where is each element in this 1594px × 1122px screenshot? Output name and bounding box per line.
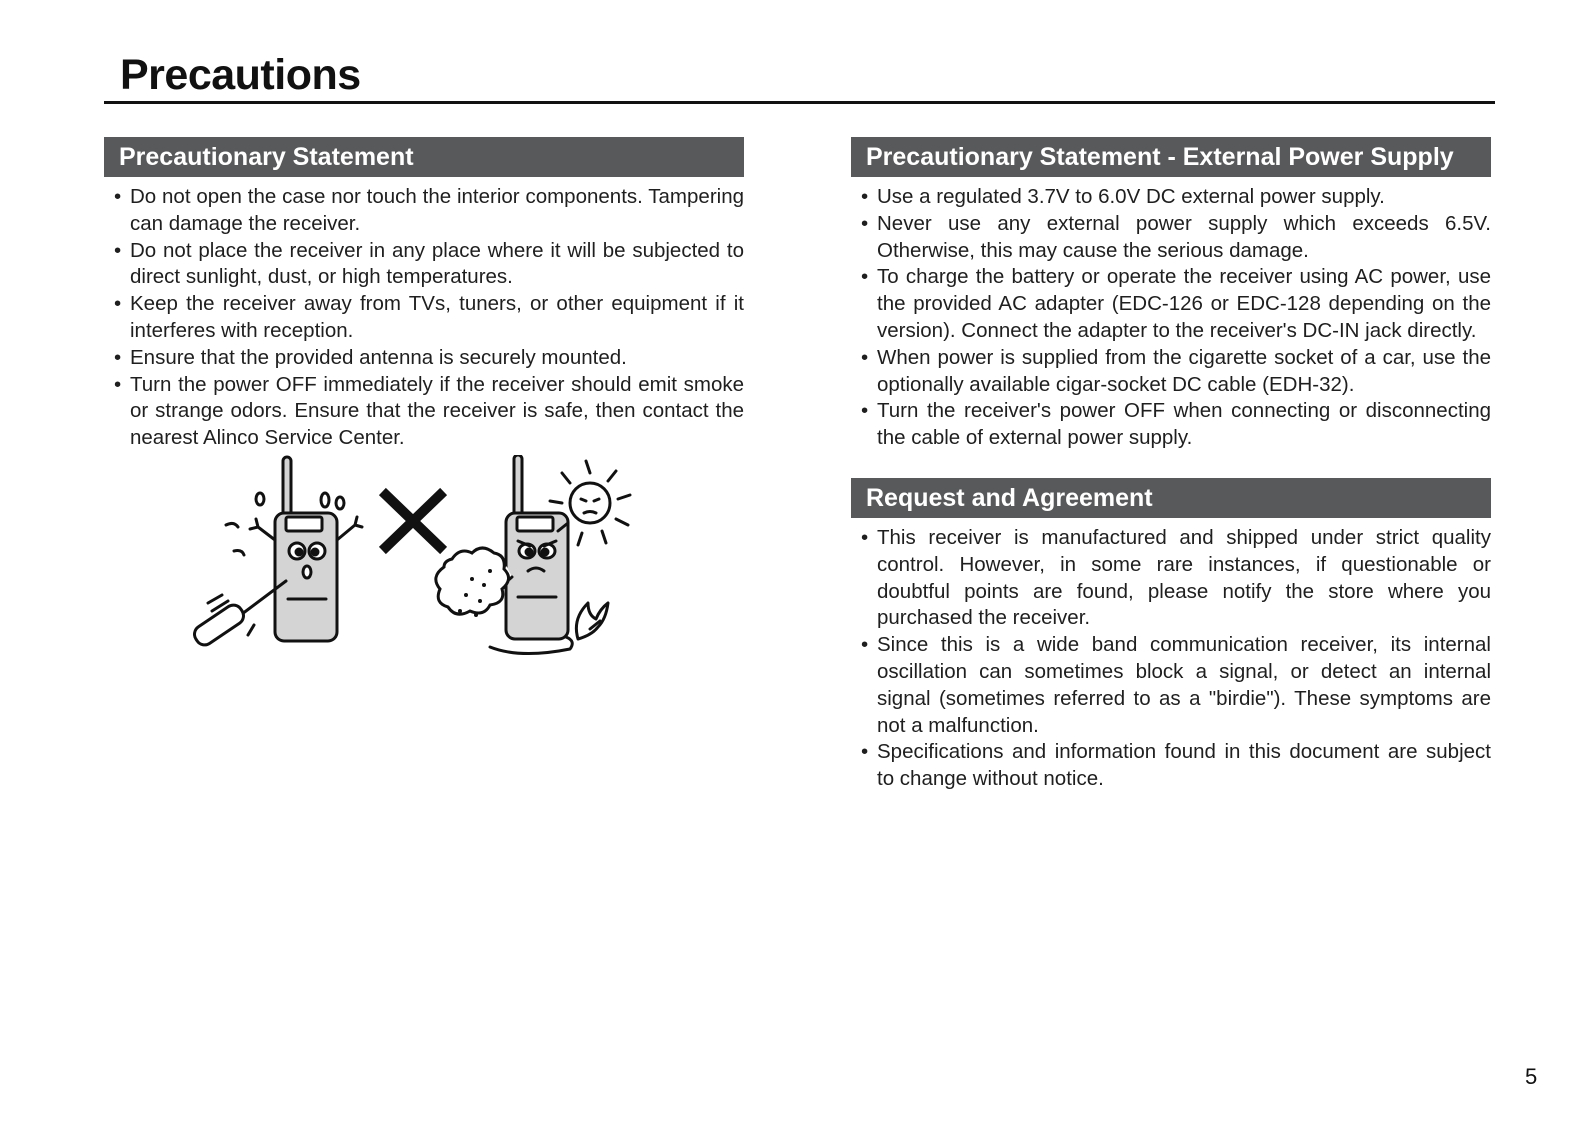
right-column <box>851 137 1491 793</box>
section-header: Precautionary Statement - External Power Supply <box>851 137 1491 177</box>
list-item: • Turn the power OFF immediately if the receiver should emit smoke or strange odors. Ensure that the receiver is safe, then contact the nearest Alinco Service Center. <box>130 372 744 452</box>
list-item: • This receiver is manufactured and shipped under strict quality control. However, in some rare instances, if questionable or doubtful points are found, please notify the store where you purchased the receiver. <box>877 525 1491 632</box>
list-item: • Do not place the receiver in any place where it will be subjected to direct sunlight, dust, or high temperatures. <box>130 238 744 292</box>
precaution-illustration <box>190 455 660 675</box>
list-item: • To charge the battery or operate the receiver using AC power, use the provided AC adapter (EDC-126 or EDC-128 depending on the version). Connect the adapter to the receiver's DC-IN jack directly. <box>877 264 1491 344</box>
list-item: • Since this is a wide band communication receiver, its internal oscillation can sometimes block a signal, or detect an internal signal (sometimes referred to as a "birdie"). These symptoms are not a malfunction. <box>877 632 1491 739</box>
external-power-supply-section <box>851 137 1491 452</box>
list-item: • Ensure that the provided antenna is securely mounted. <box>130 345 744 372</box>
list-item: • Keep the receiver away from TVs, tuners, or other equipment if it interferes with reception. <box>130 291 744 345</box>
receiver-cartoon-icon <box>250 457 362 641</box>
section-header: Request and Agreement <box>851 478 1491 518</box>
heat-flame-icon <box>576 603 608 639</box>
page-title: Precautions <box>120 51 361 99</box>
list-item: • Never use any external power supply which exceeds 6.5V. Otherwise, this may cause the serious damage. <box>877 211 1491 265</box>
bullet-list <box>104 184 744 452</box>
prohibited-x-icon <box>386 495 440 547</box>
screwdriver-icon <box>191 581 286 648</box>
list-item: • When power is supplied from the cigarette socket of a car, use the optionally available cigar-socket DC cable (EDH-32). <box>877 345 1491 399</box>
left-column <box>104 137 744 452</box>
list-item: • Turn the receiver's power OFF when connecting or disconnecting the cable of external power supply. <box>877 398 1491 452</box>
precautionary-statement-section <box>104 137 744 452</box>
section-header: Precautionary Statement <box>104 137 744 177</box>
smoke-icon <box>436 548 509 617</box>
bullet-list <box>851 525 1491 793</box>
list-item: • Do not open the case nor touch the interior components. Tampering can damage the receiver. <box>130 184 744 238</box>
list-item: • Specifications and information found in this document are subject to change without notice. <box>877 739 1491 793</box>
receiver-cartoon-icon <box>490 455 572 654</box>
title-divider <box>104 101 1495 104</box>
list-item: • Use a regulated 3.7V to 6.0V DC external power supply. <box>877 184 1491 211</box>
page-number: 5 <box>1525 1064 1538 1089</box>
request-agreement-section <box>851 478 1491 793</box>
bullet-list <box>851 184 1491 452</box>
